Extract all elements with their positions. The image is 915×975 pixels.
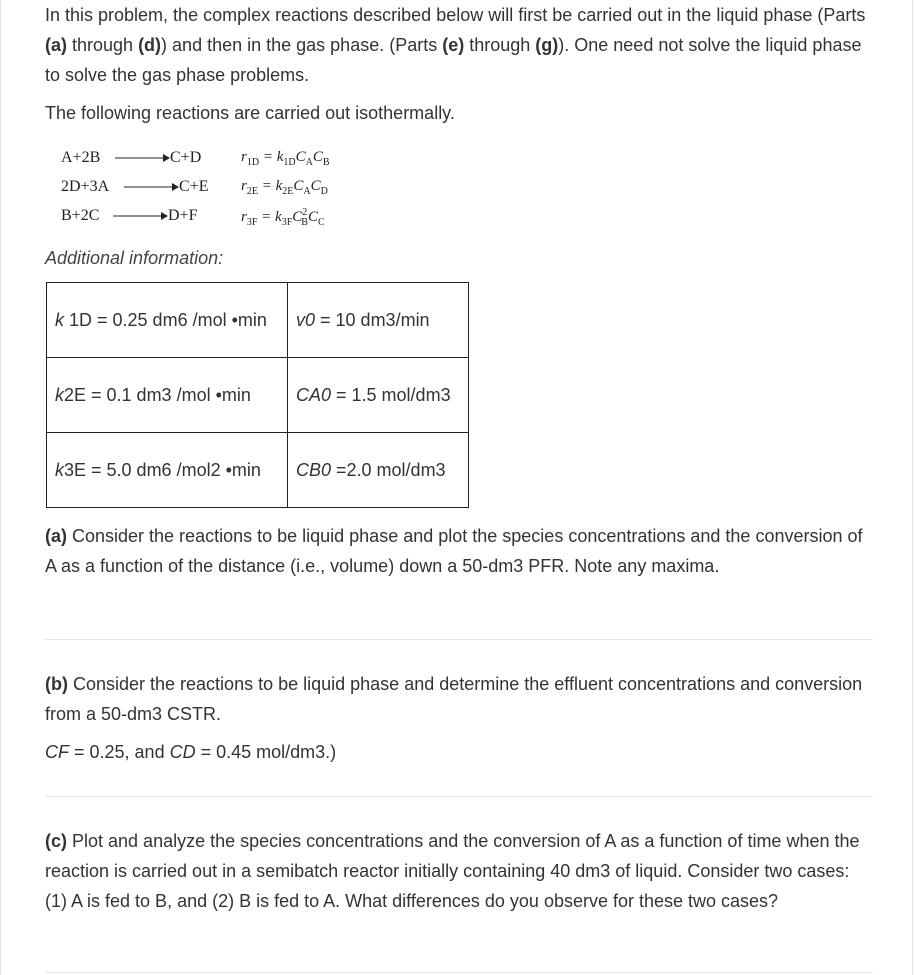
reaction-row [61, 174, 361, 200]
rate-law: $r_{2E} = k_{2E}C_AC_D$ [241, 178, 328, 197]
part-a-ref: (a) [45, 35, 67, 55]
intro-text: ) and then in the gas phase. (Parts [161, 35, 443, 55]
part-d-ref: (d) [138, 35, 162, 55]
question-text: Consider the reactions to be liquid phase and plot the species concentrations and the conversion of A as a function of the distance (i.e., volume) down a 50-dm3 PFR. Note any maxima. [45, 526, 863, 576]
reactants: B+2C [61, 207, 100, 224]
parameters-table [46, 282, 469, 508]
table-row [47, 433, 469, 508]
rate-law: $r_{1D} = k_{1D}C_AC_B$ [241, 149, 330, 168]
question-b-hint: CF = 0.25, and CD = 0.45 mol/dm3.) [45, 742, 337, 762]
reactants: A+2B [61, 149, 101, 166]
question-label: (b) [45, 674, 68, 694]
table-row [47, 358, 469, 433]
arrow-icon [115, 152, 170, 164]
rate-law: $r_{3F} = k_{3F}C^2_BC_C$ [241, 207, 325, 228]
table-cell: CB0 =2.0 mol/dm3 [288, 433, 469, 508]
intro-text: through [464, 35, 536, 55]
products: D+F [168, 207, 198, 224]
arrow-icon [124, 181, 179, 193]
products: C+E [179, 178, 209, 195]
reaction-row [61, 203, 361, 229]
intro-paragraph [45, 0, 875, 90]
products: C+D [170, 149, 202, 166]
part-g-ref: (g) [535, 35, 559, 55]
reaction-row [61, 145, 361, 171]
table-cell: k3E = 5.0 dm6 /mol2 •min [47, 433, 288, 508]
question-label: (c) [45, 831, 67, 851]
arrow-icon [113, 210, 168, 222]
table-cell: k2E = 0.1 dm3 /mol •min [47, 358, 288, 433]
divider [45, 796, 873, 797]
reactants: 2D+3A [61, 178, 110, 195]
part-e-ref: (e) [442, 35, 465, 55]
additional-info-label: Additional information: [45, 248, 224, 268]
question-c [45, 826, 875, 916]
table-row [47, 283, 469, 358]
intro-text: In this problem, the complex reactions described below will first be carried out in the liquid phase (Parts [45, 5, 866, 25]
table-cell: k 1D = 0.25 dm6 /mol •min [47, 283, 288, 358]
table-cell: v0 = 10 dm3/min [288, 283, 469, 358]
reaction-scheme [61, 143, 361, 238]
intro-text: ). One need not solve the liquid phase to solve the gas phase problems. [45, 35, 862, 85]
table-cell: CA0 = 1.5 mol/dm3 [288, 358, 469, 433]
question-a [45, 521, 875, 581]
intro-text: through [67, 35, 139, 55]
question-b [45, 669, 875, 729]
question-text: Plot and analyze the species concentrations and the conversion of A as a function of time when the reaction is carried out in a semibatch reactor initially containing 40 dm3 of liquid. Consider two cases: (1) A is fed to B, and (2) B is fed to A. What differences do you observe for these two cases? [45, 831, 860, 911]
divider [45, 972, 873, 973]
question-text: Consider the reactions to be liquid phase and determine the effluent concentrations and conversion from a 50-dm3 CSTR. [45, 674, 863, 724]
question-label: (a) [45, 526, 67, 546]
isothermal-statement: The following reactions are carried out isothermally. [45, 103, 455, 123]
divider [45, 639, 873, 640]
